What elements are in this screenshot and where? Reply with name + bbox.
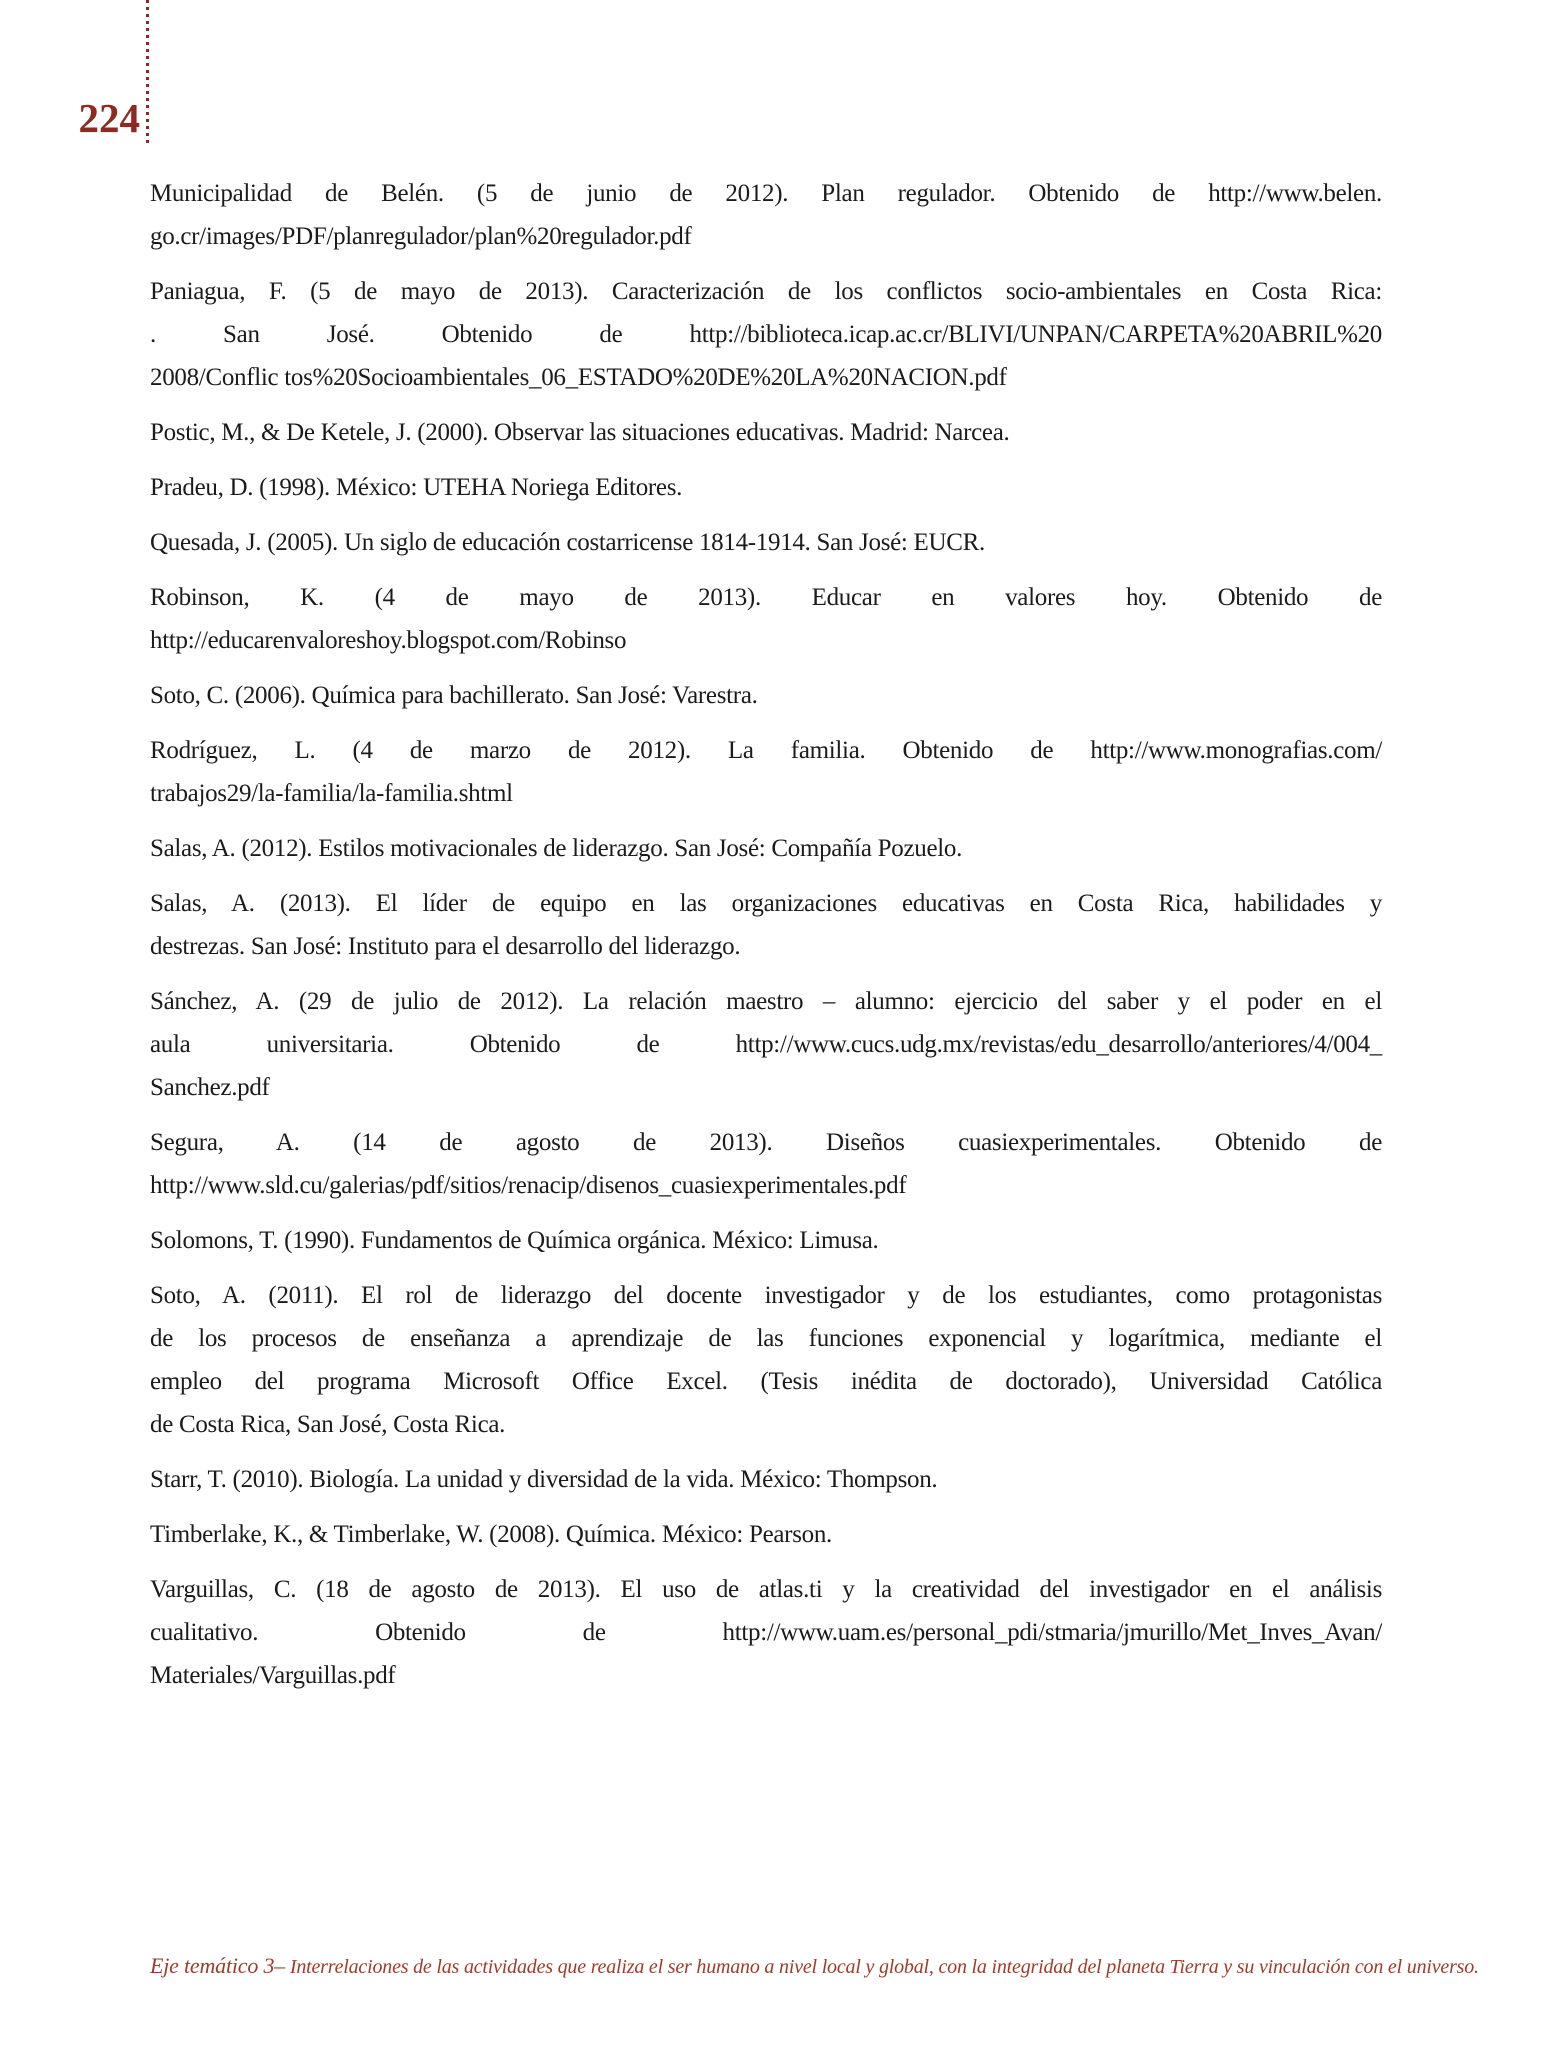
reference-line: empleo del programa Microsoft Office Excel. (Tesis inédita de doctorado), Universidad Católica — [150, 1368, 1382, 1395]
reference-entry — [150, 980, 1382, 1109]
reference-entry — [150, 1513, 1382, 1556]
reference-entry — [150, 172, 1382, 258]
reference-line: cualitativo. Obtenido de http://www.uam.es/personal_pdi/stmaria/jmurillo/Met_Inves_Avan/ — [150, 1619, 1382, 1646]
reference-entry — [150, 411, 1382, 454]
reference-line: Salas, A. (2013). El líder de equipo en las organizaciones educativas en Costa Rica, habilidades y — [150, 890, 1382, 917]
reference-line: Varguillas, C. (18 de agosto de 2013). El uso de atlas.ti y la creatividad del investigador en el análisis — [150, 1576, 1382, 1603]
reference-entry — [150, 674, 1382, 717]
reference-line: Salas, A. (2012). Estilos motivacionales de liderazgo. San José: Compañía Pozuelo. — [150, 835, 963, 862]
reference-line: aula universitaria. Obtenido de http://www.cucs.udg.mx/revistas/edu_desarrollo/anteriores/4/004_ — [150, 1031, 1382, 1058]
reference-entry — [150, 729, 1382, 815]
reference-line: Segura, A. (14 de agosto de 2013). Diseños cuasiexperimentales. Obtenido de — [150, 1129, 1382, 1156]
reference-line: Soto, C. (2006). Química para bachillerato. San José: Varestra. — [150, 682, 758, 709]
reference-line: de Costa Rica, San José, Costa Rica. — [150, 1411, 506, 1438]
reference-line: Robinson, K. (4 de mayo de 2013). Educar en valores hoy. Obtenido de — [150, 584, 1382, 611]
reference-line: Solomons, T. (1990). Fundamentos de Química orgánica. México: Limusa. — [150, 1227, 879, 1254]
reference-entry — [150, 1274, 1382, 1446]
footer-theme-line — [150, 1951, 1550, 1982]
reference-line: destrezas. San José: Instituto para el desarrollo del liderazgo. — [150, 933, 741, 960]
reference-line: Paniagua, F. (5 de mayo de 2013). Caracterización de los conflictos socio-ambientales en Costa Rica: — [150, 278, 1382, 305]
reference-line: . San José. Obtenido de http://biblioteca.icap.ac.cr/BLIVI/UNPAN/CARPETA%20ABRIL%20 — [150, 321, 1382, 348]
reference-line: http://www.sld.cu/galerias/pdf/sitios/renacip/disenos_cuasiexperimentales.pdf — [150, 1172, 907, 1199]
reference-line: Soto, A. (2011). El rol de liderazgo del docente investigador y de los estudiantes, como protagonistas — [150, 1282, 1382, 1309]
reference-entry — [150, 576, 1382, 662]
reference-line: Quesada, J. (2005). Un siglo de educación costarricense 1814-1914. San José: EUCR. — [150, 529, 985, 556]
footer-theme-text: Interrelaciones de las actividades que realiza el ser humano a nivel local y global, con la integridad del planeta Tierra y su vinculación con el universo. — [285, 1956, 1479, 1978]
reference-entry — [150, 466, 1382, 509]
dotted-rule — [146, 0, 149, 146]
reference-line: Materiales/Varguillas.pdf — [150, 1662, 396, 1689]
reference-line: Sánchez, A. (29 de julio de 2012). La relación maestro – alumno: ejercicio del saber y el poder en el — [150, 988, 1382, 1015]
reference-line: Postic, M., & De Ketele, J. (2000). Observar las situaciones educativas. Madrid: Narcea. — [150, 419, 1010, 446]
reference-line: Rodríguez, L. (4 de marzo de 2012). La familia. Obtenido de http://www.monografias.com/ — [150, 737, 1382, 764]
reference-line: 2008/Conflic tos%20Socioambientales_06_ESTADO%20DE%20LA%20NACION.pdf — [150, 364, 1007, 391]
reference-line: go.cr/images/PDF/planregulador/plan%20regulador.pdf — [150, 223, 692, 250]
reference-line: trabajos29/la-familia/la-familia.shtml — [150, 780, 513, 807]
reference-entry — [150, 827, 1382, 870]
references-list — [150, 172, 1382, 1709]
reference-entry — [150, 1219, 1382, 1262]
reference-entry — [150, 1458, 1382, 1501]
reference-entry — [150, 1568, 1382, 1697]
reference-line: de los procesos de enseñanza a aprendizaje de las funciones exponencial y logarítmica, mediante el — [150, 1325, 1382, 1352]
page-number: 224 — [78, 95, 140, 141]
reference-line: Municipalidad de Belén. (5 de junio de 2012). Plan regulador. Obtenido de http://www.belen. — [150, 180, 1382, 207]
reference-line: Sanchez.pdf — [150, 1074, 270, 1101]
reference-line: Starr, T. (2010). Biología. La unidad y diversidad de la vida. México: Thompson. — [150, 1466, 938, 1493]
reference-entry — [150, 882, 1382, 968]
reference-line: http://educarenvaloreshoy.blogspot.com/Robinso — [150, 627, 627, 654]
footer-theme-prefix: Eje temático 3– — [150, 1953, 286, 1978]
reference-entry — [150, 521, 1382, 564]
reference-line: Timberlake, K., & Timberlake, W. (2008). Química. México: Pearson. — [150, 1521, 832, 1548]
reference-entry — [150, 270, 1382, 399]
reference-line: Pradeu, D. (1998). México: UTEHA Noriega Editores. — [150, 474, 683, 501]
reference-entry — [150, 1121, 1382, 1207]
